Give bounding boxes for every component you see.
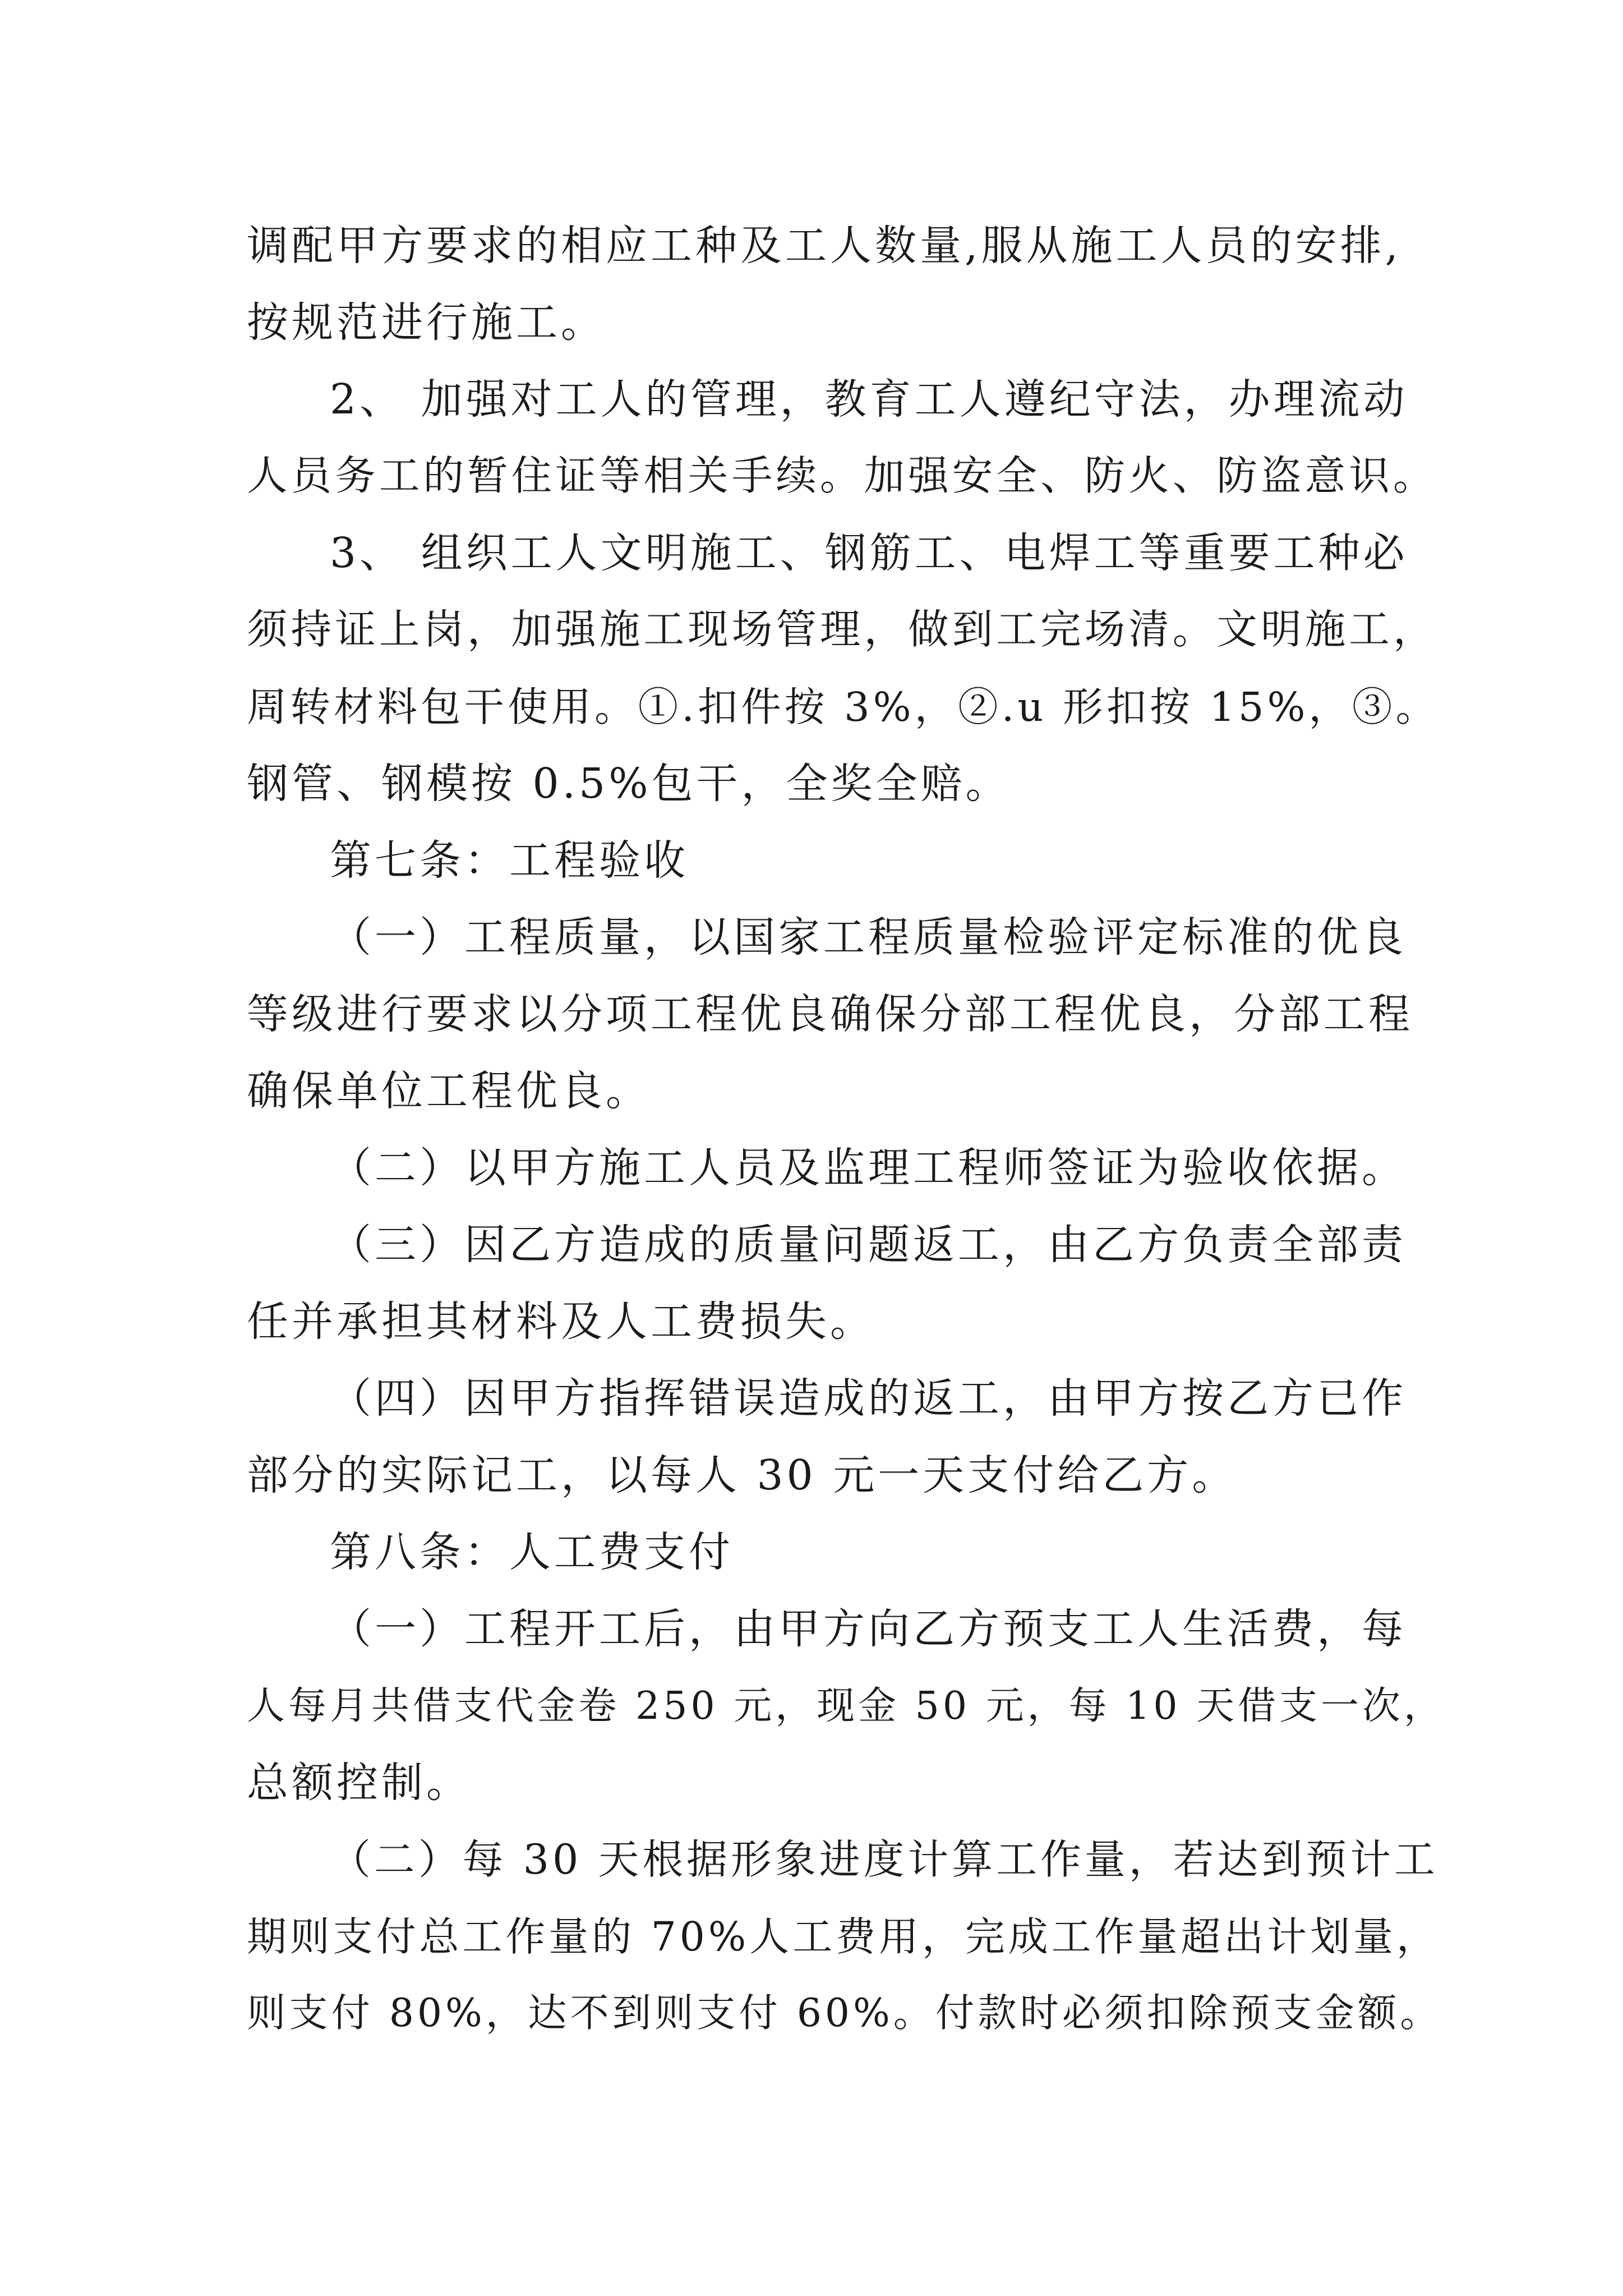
- text-line: 任并承担其材料及人工费损失。: [247, 1297, 875, 1346]
- text-line: 总额控制。: [247, 1759, 471, 1807]
- text-line: 按规范进行施工。: [247, 298, 606, 347]
- text-line: 期则支付总工作量的 70%人工费用，完成工作量超出计划量，: [247, 1913, 1440, 1960]
- section-heading: 第八条：人工费支付: [330, 1528, 734, 1576]
- text-line: 确保单位工程优良。: [247, 1067, 651, 1115]
- section-heading: 第七条：工程验收: [330, 836, 689, 885]
- text-line: （一）工程质量，以国家工程质量检验评定标准的优良: [330, 913, 1407, 961]
- text-line: （二）以甲方施工人员及监理工程师签证为验收依据。: [330, 1144, 1407, 1192]
- text-line: 周转材料包干使用。①.扣件按 3%，②.u 形扣按 15%，③。: [247, 684, 1439, 730]
- text-line: （四）因甲方指挥错误造成的返工，由甲方按乙方已作: [330, 1374, 1407, 1423]
- text-line: （二）每 30 天根据形象进度计算工作量，若达到预计工: [330, 1836, 1438, 1884]
- text-line: （一）工程开工后，由甲方向乙方预支工人生活费，每: [330, 1605, 1407, 1653]
- text-line: 人员务工的暂住证等相关手续。加强安全、防火、防盗意识。: [247, 453, 1437, 500]
- text-line: （三）因乙方造成的质量问题返工，由乙方负责全部责: [330, 1221, 1407, 1269]
- text-line: 3、 组织工人文明施工、钢筋工、电焊工等重要工种必: [330, 529, 1408, 577]
- document-body: [247, 208, 1445, 2052]
- text-line: 部分的实际记工，以每人 30 元一天支付给乙方。: [247, 1451, 1237, 1499]
- text-line: 2、 加强对工人的管理，教育工人遵纪守法，办理流动: [330, 375, 1408, 424]
- text-line: 等级进行要求以分项工程优良确保分部工程优良，分部工程: [247, 990, 1413, 1038]
- text-line: 钢管、钢模按 0.5%包干，全奖全赔。: [247, 760, 1011, 808]
- text-line: 人每月共借支代金卷 250 元，现金 50 元，每 10 天借支一次，: [247, 1684, 1445, 1728]
- text-line: 调配甲方要求的相应工种及工人数量,服从施工人员的安排,: [247, 222, 1402, 270]
- text-line: 则支付 80%，达不到则支付 60%。付款时必须扣除预支金额。: [247, 1991, 1442, 2036]
- text-line: 须持证上岗，加强施工现场管理，做到工完场清。文明施工，: [247, 606, 1437, 654]
